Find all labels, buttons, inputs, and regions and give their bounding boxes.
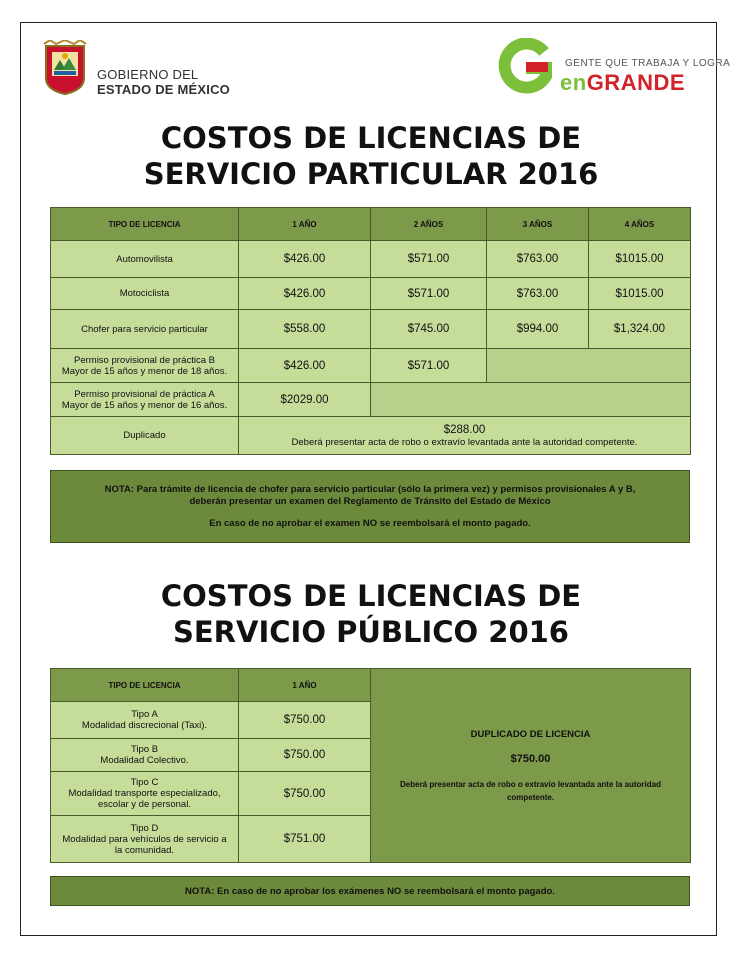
row-label-line-1: Tipo B <box>130 744 159 755</box>
cell-value: $571.00 <box>371 278 487 310</box>
cell-value: $1,324.00 <box>589 310 691 349</box>
table-header-row <box>51 669 691 702</box>
header-1-ano: 1 AÑO <box>239 208 371 241</box>
cell-value: $994.00 <box>487 310 589 349</box>
cell-value: $745.00 <box>371 310 487 349</box>
cell-value: $2029.00 <box>239 383 371 417</box>
duplicado-cell <box>239 417 691 455</box>
row-label-line-1: Tipo D <box>130 822 159 834</box>
row-label-line-1: Tipo C <box>130 777 159 788</box>
cell-value: $1015.00 <box>589 278 691 310</box>
gov-line-2: ESTADO DE MÉXICO <box>97 82 230 97</box>
table-row <box>51 241 691 278</box>
cell-value: $750.00 <box>239 702 371 739</box>
nota-line-2: deberán presentar un examen del Reglamento de Tránsito del Estado de México <box>189 496 551 507</box>
row-label <box>51 349 239 383</box>
nota-particular <box>50 470 690 543</box>
header-2-anos: 2 AÑOS <box>371 208 487 241</box>
title-publico-line-2: SERVICIO PÚBLICO 2016 <box>172 615 569 649</box>
table-row <box>51 383 691 417</box>
header-tipo: TIPO DE LICENCIA <box>51 669 239 702</box>
header-1-ano: 1 AÑO <box>239 669 371 702</box>
row-label-line-2: Modalidad para vehículos de servicio a <box>62 833 227 845</box>
duplicado-licencia-price: $750.00 <box>510 752 551 765</box>
table-row <box>51 278 691 310</box>
duplicado-licencia-note: Deberá presentar acta de robo o extravío levantada ante la autoridad competente. <box>400 779 661 802</box>
cell-value: $426.00 <box>239 349 371 383</box>
cell-value: $750.00 <box>239 772 371 816</box>
row-label-line-2: Mayor de 15 años y menor de 16 años. <box>61 399 228 411</box>
nota-line-1: NOTA: Para trámite de licencia de chofer para servicio particular (sólo la primera vez) y permisos provisionales A y B, <box>104 484 636 495</box>
header-4-anos: 4 AÑOS <box>589 208 691 241</box>
nota-spacer <box>51 508 689 518</box>
duplicado-licencia-title: DUPLICADO DE LICENCIA <box>470 728 591 740</box>
cell-value: $1015.00 <box>589 241 691 278</box>
title-publico-line-1: COSTOS DE LICENCIAS DE <box>160 579 582 613</box>
row-label-line-1: Permiso provisional de práctica A <box>74 388 215 400</box>
row-label-line-2: Modalidad discrecional (Taxi). <box>81 720 208 731</box>
row-label <box>51 739 239 772</box>
cell-value: $751.00 <box>239 816 371 863</box>
row-label: Motociclista <box>51 278 239 310</box>
row-label <box>51 383 239 417</box>
duplicado-licencia-panel <box>371 669 691 863</box>
duplicado-price: $288.00 <box>443 423 486 436</box>
empty-cell <box>487 349 691 383</box>
header-tipo: TIPO DE LICENCIA <box>51 208 239 241</box>
gov-line-1: GOBIERNO DEL <box>97 67 199 82</box>
gobierno-name <box>97 67 230 97</box>
table-row <box>51 349 691 383</box>
cell-value: $571.00 <box>371 241 487 278</box>
row-label-line-1: Permiso provisional de práctica B <box>74 354 215 366</box>
engrande-g-logo-icon <box>496 38 556 96</box>
row-label <box>51 816 239 863</box>
slogan-big <box>560 70 685 96</box>
particular-table <box>50 207 691 455</box>
cell-value: $763.00 <box>487 278 589 310</box>
row-label-duplicado: Duplicado <box>51 417 239 455</box>
title-particular <box>0 120 742 192</box>
table-row <box>51 417 691 455</box>
cell-value: $750.00 <box>239 739 371 772</box>
slogan-small: GENTE QUE TRABAJA Y LOGRA <box>565 58 731 69</box>
title-particular-line-2: SERVICIO PARTICULAR 2016 <box>143 157 599 191</box>
publico-table <box>50 668 691 863</box>
header-3-anos: 3 AÑOS <box>487 208 589 241</box>
slogan-grande: GRANDE <box>586 70 686 95</box>
row-label: Automovilista <box>51 241 239 278</box>
duplicado-note: Deberá presentar acta de robo o extravío levantada ante la autoridad competente. <box>291 436 638 448</box>
slogan-en: en <box>560 70 587 95</box>
cell-value: $426.00 <box>239 278 371 310</box>
row-label: Chofer para servicio particular <box>51 310 239 349</box>
row-label-line-2: Mayor de 15 años y menor de 18 años. <box>61 365 228 377</box>
row-label-line-3: la comunidad. <box>114 844 175 856</box>
row-label-line-3: escolar y de personal. <box>98 799 191 810</box>
cell-value: $571.00 <box>371 349 487 383</box>
title-particular-line-1: COSTOS DE LICENCIAS DE <box>160 121 582 155</box>
nota-publico: NOTA: En caso de no aprobar los exámenes NO se reembolsará el monto pagado. <box>50 876 690 906</box>
cell-value: $763.00 <box>487 241 589 278</box>
row-label-line-2: Modalidad transporte especializado, <box>68 788 221 799</box>
estado-de-mexico-seal-icon <box>40 40 90 96</box>
nota-line-3: En caso de no aprobar el examen NO se reembolsará el monto pagado. <box>209 518 531 529</box>
row-label-line-1: Tipo A <box>131 709 158 720</box>
row-label <box>51 772 239 816</box>
title-publico <box>0 578 742 650</box>
table-row <box>51 310 691 349</box>
row-label-line-2: Modalidad Colectivo. <box>100 755 189 766</box>
cell-value: $426.00 <box>239 241 371 278</box>
table-header-row <box>51 208 691 241</box>
row-label <box>51 702 239 739</box>
empty-cell <box>371 383 691 417</box>
cell-value: $558.00 <box>239 310 371 349</box>
